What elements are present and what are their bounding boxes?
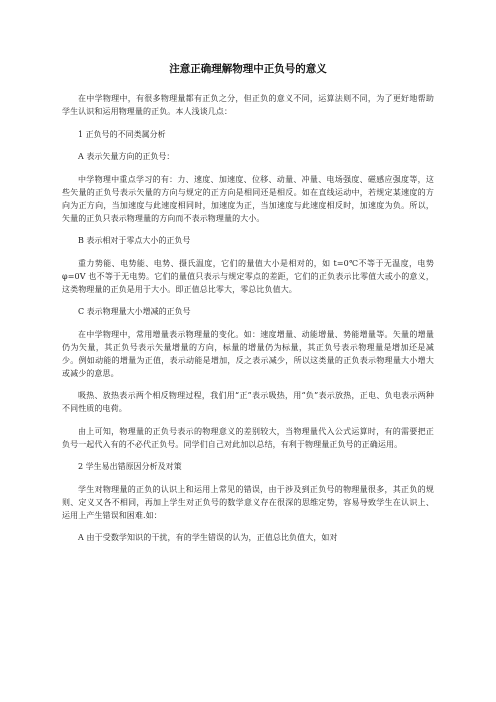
document-page xyxy=(62,62,434,554)
relative-zero-paragraph: 重力势能、电势能、电势、摄氏温度，它们的量值大小是相对的，如 t=0℃不等于无温度，电势 φ=0V 也不等于无电势。它们的量值只表示与规定零点的差距，它们的正负表示比零值大或小的意义，这类物理量的正负是用于大小。即正值总比零大，零总比负值大。 xyxy=(62,258,434,294)
intro-paragraph: 在中学物理中，有很多物理量都有正负之分，但正负的意义不同，运算法则不同，为了更好地帮助学生认识和运用物理量的正负。本人浅谈几点： xyxy=(62,94,434,116)
vector-sign-paragraph: 中学物理中重点学习的有：力、速度、加速度、位移、动量、冲量、电场强度、磁感应强度等，这些矢量的正负号表示矢量的方向与规定的正方向是相同还是相反。如在直线运动中，若规定某速度的方向为正方向，当加速度与此速度相同时，加速度为正，当加速度与此速度相反时，加速度为负。所以，矢量的正负只表示物理量的方向而不表示物理量的大小。 xyxy=(62,174,434,223)
subsection-heading-b: B 表示相对于零点大小的正负号 xyxy=(78,236,191,245)
subsection-heading-c: C 表示物理量大小增减的正负号 xyxy=(78,307,191,316)
example-a-paragraph: A 由于受数学知识的干扰，有的学生错误的认为，正值总比负值大，如对 xyxy=(78,533,338,542)
error-analysis-paragraph: 学生对物理量的正负的认识上和运用上常见的错误，由于涉及到正负号的物理量很多，其正负的规则、定义又各不相同，再加上学生对正负号的数学意义存在很深的思维定势，容易导致学生在认识上、运用上产生错误和困难.如： xyxy=(62,484,434,520)
section-heading-1: 1 正负号的不同类属分析 xyxy=(78,129,166,139)
heat-charge-paragraph: 吸热、放热表示两个相反物理过程，我们用“正”表示吸热，用“负”表示放热，正电、负电表示两种不同性质的电荷。 xyxy=(62,391,434,413)
summary-paragraph: 由上可知，物理量的正负号表示的物理意义的差别较大，当物理量代入公式运算时，有的需要把正负号一起代入有的不必代正负号。同学们自己对此加以总结，有利于物理量正负号的正确运用。 xyxy=(62,426,434,449)
increment-paragraph: 在中学物理中，常用增量表示物理量的变化。如：速度增量、动能增量、势能增量等。矢量的增量仍为矢量，其正负号表示矢量增量的方向，标量的增量仍为标量，其正负号表示物理量是增加还是减少。例如动能的增量为正值，表示动能是增加，反之表示减少，所以这类量的正负表示物理量大小增大或减少的意思。 xyxy=(62,329,434,378)
document-title: 注意正确理解物理中正负号的意义 xyxy=(169,63,327,75)
subsection-heading-a: A 表示矢量方向的正负号： xyxy=(78,152,175,161)
section-heading-2: 2 学生易出错原因分析及对策 xyxy=(78,462,182,471)
